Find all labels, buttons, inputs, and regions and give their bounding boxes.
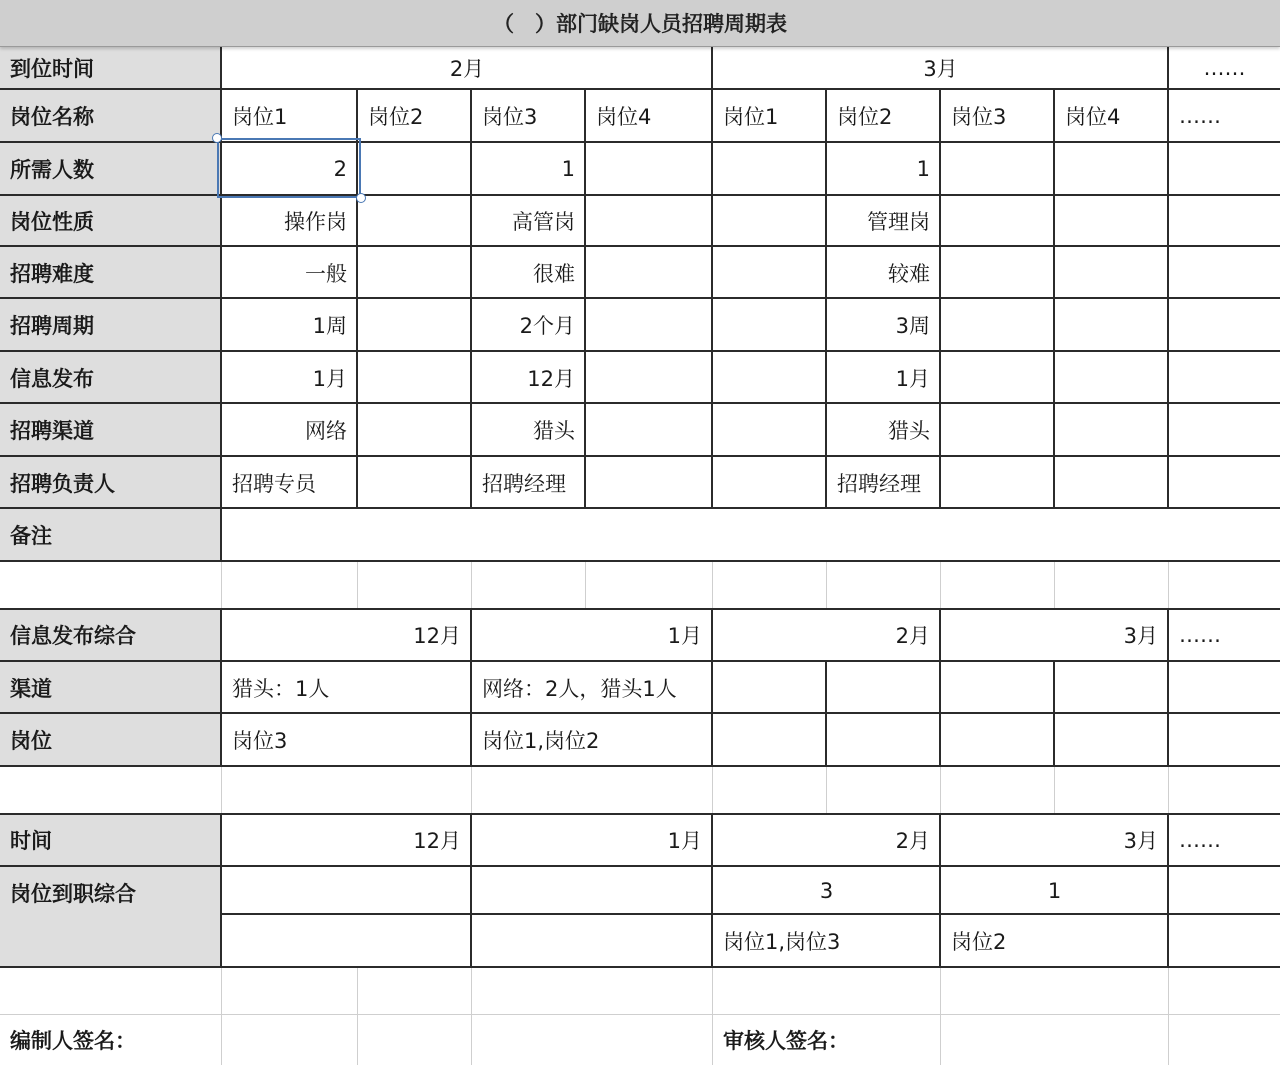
owner-cell[interactable] — [1169, 457, 1280, 508]
grid-line — [0, 455, 1280, 457]
required-count-cell[interactable]: 1 — [916, 157, 930, 181]
owner-cell[interactable] — [586, 457, 712, 508]
difficulty-cell[interactable]: 较难 — [888, 261, 930, 286]
label-owner: 招聘负责人 — [10, 471, 115, 496]
info-publish-cell[interactable] — [586, 352, 712, 403]
arrival-month-cell[interactable]: 2月 — [895, 829, 930, 853]
channel-cell[interactable] — [713, 404, 826, 456]
grid-line — [0, 194, 1280, 196]
grid-line — [0, 712, 1280, 714]
sheet-title: （ ）部门缺岗人员招聘周期表 — [0, 0, 1280, 47]
label-info-summary: 信息发布综合 — [10, 624, 136, 648]
arrival-month-cell[interactable]: 12月 — [413, 829, 461, 853]
cycle-cell[interactable] — [1055, 299, 1168, 351]
position-type-cell[interactable]: 管理岗 — [867, 210, 930, 234]
grid-line — [585, 562, 586, 608]
label-cycle: 招聘周期 — [10, 314, 94, 338]
cycle-cell[interactable] — [941, 299, 1054, 351]
difficulty-cell[interactable]: 很难 — [533, 261, 575, 286]
summary-month-cell[interactable]: 3月 — [1123, 624, 1158, 648]
position-type-cell[interactable] — [713, 196, 826, 246]
channel-cell[interactable]: 网络 — [305, 419, 347, 443]
owner-cell[interactable]: 招聘经理 — [837, 471, 921, 496]
info-publish-cell[interactable] — [941, 352, 1054, 403]
info-publish-cell[interactable]: 1月 — [895, 366, 930, 391]
grid-line — [1167, 609, 1169, 766]
grid-line — [712, 968, 713, 1065]
grid-line — [470, 89, 472, 508]
grid-line — [357, 562, 358, 608]
info-publish-cell[interactable]: 12月 — [527, 366, 575, 391]
label-remark: 备注 — [10, 524, 52, 548]
owner-cell[interactable]: 招聘专员 — [232, 471, 316, 496]
difficulty-cell[interactable] — [358, 247, 471, 298]
channel-cell[interactable] — [941, 404, 1054, 456]
grid-line — [0, 350, 1280, 352]
position-name-cell[interactable]: 岗位1 — [232, 105, 288, 129]
label-position-type: 岗位性质 — [10, 210, 94, 234]
cycle-cell[interactable] — [586, 299, 712, 351]
grid-line — [940, 968, 941, 1065]
grid-line — [220, 47, 222, 561]
grid-line — [939, 609, 941, 766]
summary-month-cell[interactable]: 2月 — [895, 624, 930, 648]
grid-line — [470, 609, 472, 766]
month-header-more[interactable]: …… — [1203, 56, 1246, 80]
cycle-cell[interactable]: 3周 — [895, 314, 930, 338]
editor-signature-label: 编制人签名： — [10, 1029, 136, 1053]
position-type-cell[interactable] — [1055, 196, 1168, 246]
grid-line — [0, 608, 1280, 610]
summary-month-more[interactable]: …… — [1179, 623, 1221, 647]
summary-position-cell[interactable]: 岗位3 — [232, 729, 288, 753]
summary-position-cell[interactable]: 岗位1,岗位2 — [482, 729, 600, 753]
required-count-cell[interactable]: 1 — [561, 157, 575, 181]
grid-line — [1168, 968, 1169, 1065]
channel-cell[interactable] — [1169, 404, 1280, 456]
position-name-cell[interactable]: 岗位1 — [723, 105, 779, 129]
channel-cell[interactable]: 猎头 — [888, 419, 930, 443]
selection-handle-bottom-right[interactable] — [356, 193, 366, 203]
info-publish-cell[interactable] — [713, 352, 826, 403]
grid-line — [939, 814, 941, 967]
arrival-month-cell[interactable]: 1月 — [667, 829, 702, 853]
grid-line — [222, 913, 1280, 915]
summary-month-cell[interactable]: 12月 — [413, 624, 461, 648]
owner-cell[interactable] — [358, 457, 471, 508]
grid-line — [220, 608, 222, 767]
owner-cell[interactable] — [713, 457, 826, 508]
month-header[interactable]: 2月 — [449, 57, 485, 81]
reviewer-signature-label: 审核人签名： — [723, 1029, 849, 1053]
label-arrive-time: 到位时间 — [10, 57, 94, 81]
required-count-cell[interactable] — [358, 143, 471, 195]
difficulty-cell[interactable] — [1169, 247, 1280, 298]
channel-cell[interactable] — [586, 404, 712, 456]
required-count-cell[interactable]: 2 — [333, 157, 347, 181]
grid-line — [471, 968, 472, 1065]
grid-line — [825, 89, 827, 508]
grid-line — [826, 767, 827, 813]
channel-cell[interactable]: 猎头 — [533, 419, 575, 443]
label-arrival-summary: 岗位到职综合 — [10, 882, 136, 906]
cycle-cell[interactable] — [358, 299, 471, 351]
label-difficulty: 招聘难度 — [10, 261, 94, 286]
cycle-cell[interactable] — [713, 299, 826, 351]
cycle-cell[interactable] — [1169, 299, 1280, 351]
grid-line — [0, 297, 1280, 299]
required-count-cell[interactable] — [941, 143, 1054, 195]
grid-line — [711, 609, 713, 766]
grid-line — [825, 661, 827, 766]
position-type-cell[interactable]: 操作岗 — [284, 210, 347, 234]
position-type-cell[interactable] — [586, 196, 712, 246]
position-type-cell[interactable]: 高管岗 — [512, 210, 575, 234]
grid-line — [0, 660, 1280, 662]
summary-channel-cell[interactable]: 猎头：1人 — [232, 676, 330, 701]
required-count-cell[interactable] — [713, 143, 826, 195]
grid-line — [0, 141, 1280, 143]
grid-line — [940, 562, 941, 608]
position-name-cell[interactable]: 岗位2 — [368, 105, 424, 129]
grid-line — [220, 813, 222, 968]
grid-line — [1054, 767, 1055, 813]
grid-line — [471, 562, 472, 608]
required-count-cell[interactable] — [1055, 143, 1168, 195]
difficulty-cell[interactable]: 一般 — [305, 261, 347, 286]
grid-line — [221, 968, 222, 1065]
grid-line — [0, 765, 1280, 767]
grid-line — [1168, 767, 1169, 813]
grid-line — [711, 814, 713, 967]
label-required-count: 所需人数 — [10, 158, 94, 182]
arrival-month-cell[interactable]: 3月 — [1123, 829, 1158, 853]
label-summary-channel: 渠道 — [10, 676, 52, 701]
grid-line — [0, 813, 1280, 815]
grid-line — [711, 47, 713, 508]
month-header[interactable]: 3月 — [923, 57, 958, 81]
position-name-more[interactable]: …… — [1179, 104, 1221, 128]
position-name-cell[interactable]: 岗位4 — [1065, 105, 1121, 129]
position-type-cell[interactable] — [1169, 196, 1280, 246]
owner-cell[interactable]: 招聘经理 — [482, 471, 566, 496]
owner-cell[interactable] — [1055, 457, 1168, 508]
selection-handle-top-left[interactable] — [212, 133, 222, 143]
grid-line — [1053, 89, 1055, 508]
grid-line — [1167, 814, 1169, 967]
required-count-cell[interactable] — [1169, 143, 1280, 195]
label-summary-position: 岗位 — [10, 729, 52, 753]
grid-line — [0, 560, 1280, 562]
grid-line — [0, 1014, 1280, 1015]
grid-line — [0, 88, 1280, 90]
position-type-cell[interactable] — [941, 196, 1054, 246]
grid-line — [939, 89, 941, 508]
remark-cell[interactable] — [222, 509, 1280, 561]
grid-line — [0, 507, 1280, 509]
grid-line — [471, 767, 472, 813]
grid-line — [0, 966, 1280, 968]
channel-cell[interactable] — [358, 404, 471, 456]
arrival-count-cell[interactable]: 1 — [1047, 878, 1062, 903]
grid-line — [712, 767, 713, 813]
grid-line — [221, 562, 222, 608]
grid-line — [0, 865, 1280, 867]
position-name-cell[interactable]: 岗位4 — [596, 105, 652, 129]
position-name-cell[interactable]: 岗位3 — [951, 105, 1007, 129]
info-publish-cell[interactable]: 1月 — [312, 366, 347, 391]
arrival-position-cell[interactable]: 岗位2 — [951, 930, 1007, 954]
grid-line — [940, 767, 941, 813]
summary-channel-cell[interactable]: 网络：2人，猎头1人 — [482, 676, 677, 701]
grid-line — [221, 767, 222, 813]
label-info-publish: 信息发布 — [10, 366, 94, 391]
difficulty-cell[interactable] — [586, 247, 712, 298]
cell-selection[interactable] — [217, 138, 361, 198]
arrival-month-more[interactable]: …… — [1179, 828, 1221, 852]
grid-line — [826, 562, 827, 608]
grid-line — [584, 89, 586, 508]
info-publish-cell[interactable] — [1169, 352, 1280, 403]
grid-line — [1053, 661, 1055, 766]
summary-month-cell[interactable]: 1月 — [667, 624, 702, 648]
grid-line — [1054, 562, 1055, 608]
info-publish-cell[interactable] — [358, 352, 471, 403]
difficulty-cell[interactable] — [713, 247, 826, 298]
owner-cell[interactable] — [941, 457, 1054, 508]
grid-line — [0, 402, 1280, 404]
difficulty-cell[interactable] — [1055, 247, 1168, 298]
arrival-count-cell[interactable]: 3 — [819, 878, 834, 903]
arrival-position-cell[interactable]: 岗位1,岗位3 — [723, 930, 841, 954]
cycle-cell[interactable]: 1周 — [312, 314, 347, 338]
info-publish-cell[interactable] — [1055, 352, 1168, 403]
difficulty-cell[interactable] — [941, 247, 1054, 298]
grid-line — [357, 968, 358, 1065]
grid-line — [0, 245, 1280, 247]
label-position-name: 岗位名称 — [10, 105, 94, 129]
grid-line — [1167, 47, 1169, 508]
cycle-cell[interactable]: 2个月 — [519, 314, 575, 338]
grid-line — [470, 814, 472, 967]
position-name-cell[interactable]: 岗位3 — [482, 105, 538, 129]
grid-line — [1168, 562, 1169, 608]
grid-line — [712, 562, 713, 608]
label-channel: 招聘渠道 — [10, 419, 94, 443]
position-type-cell[interactable] — [358, 196, 471, 246]
required-count-cell[interactable] — [586, 143, 712, 195]
label-time: 时间 — [10, 829, 52, 853]
position-name-cell[interactable]: 岗位2 — [837, 105, 893, 129]
channel-cell[interactable] — [1055, 404, 1168, 456]
